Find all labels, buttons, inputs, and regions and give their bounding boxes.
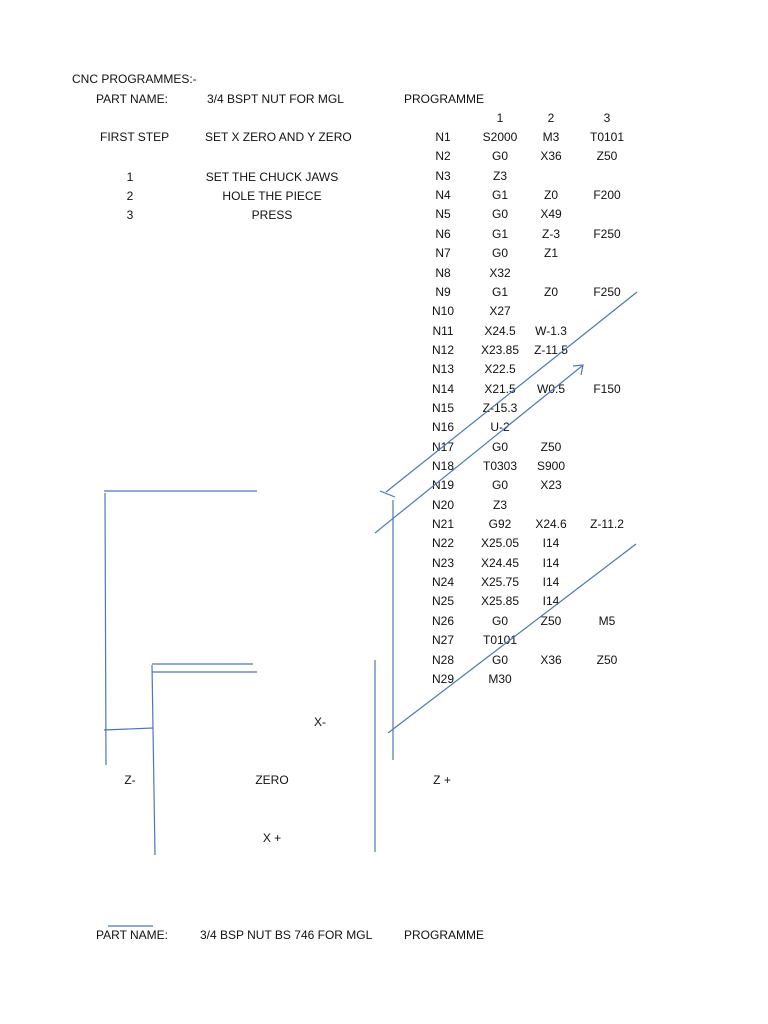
program-cell: X23.85 xyxy=(480,342,520,357)
program-cell: G0 xyxy=(491,207,509,222)
program-cell: Z3 xyxy=(492,168,508,183)
program-cell: Z-11.2 xyxy=(590,517,624,531)
program-cell: X49 xyxy=(540,207,562,222)
block-number: N7 xyxy=(435,246,451,261)
program-cell: F200 xyxy=(593,188,621,203)
program-cell: Z-15.3 xyxy=(482,400,518,415)
programme-label: PROGRAMME xyxy=(404,92,485,106)
program-cell: I14 xyxy=(542,536,560,551)
block-number: N17 xyxy=(431,439,455,454)
footer-part-name-value: 3/4 BSP NUT BS 746 FOR MGL xyxy=(200,928,373,942)
program-cell: F150 xyxy=(593,381,621,396)
block-number: N8 xyxy=(435,265,451,280)
program-cell: X36 xyxy=(540,149,562,164)
step-number: 3 xyxy=(126,208,134,222)
program-cell: Z50 xyxy=(540,439,562,454)
program-cell: T0303 xyxy=(482,459,518,473)
block-number: N23 xyxy=(431,555,455,570)
program-cell: G0 xyxy=(491,439,509,454)
program-cell: Z-3 xyxy=(542,226,560,241)
x-plus-label: X + xyxy=(262,831,282,845)
program-cell: G1 xyxy=(491,226,509,241)
block-number: N11 xyxy=(432,323,454,338)
program-cell: X23 xyxy=(540,478,562,493)
program-cell: X36 xyxy=(540,652,562,667)
block-number: N18 xyxy=(431,459,455,473)
program-cell: X22.5 xyxy=(484,362,516,377)
block-number: N19 xyxy=(431,478,455,493)
program-cell: G0 xyxy=(491,149,509,164)
program-cell: T0101 xyxy=(589,130,625,144)
program-cell: X24.6 xyxy=(535,517,567,531)
column-header: 1 xyxy=(496,111,504,125)
first-step-text: SET X ZERO AND Y ZERO xyxy=(205,130,352,144)
block-number: N27 xyxy=(431,633,455,648)
block-number: N15 xyxy=(431,400,455,415)
program-cell: X25.05 xyxy=(480,536,520,551)
program-cell: I14 xyxy=(542,575,560,589)
program-cell: I14 xyxy=(542,594,560,609)
x-minus-label: X- xyxy=(314,715,326,729)
program-cell: Z3 xyxy=(492,497,508,512)
program-cell: M30 xyxy=(488,671,512,686)
program-cell: X21.5 xyxy=(484,381,516,396)
part-name-value: 3/4 BSPT NUT FOR MGL xyxy=(207,92,344,106)
block-number: N26 xyxy=(431,613,455,628)
program-cell: G1 xyxy=(491,284,509,299)
program-cell: S2000 xyxy=(482,130,518,144)
block-number: N25 xyxy=(431,594,455,609)
program-cell: X32 xyxy=(489,265,511,280)
block-number: N2 xyxy=(435,149,451,164)
footer-part-name-label: PART NAME: xyxy=(96,928,169,942)
block-number: N3 xyxy=(435,168,451,183)
program-cell: G0 xyxy=(491,246,509,261)
program-cell: G0 xyxy=(491,613,509,628)
program-cell: M5 xyxy=(598,613,616,628)
block-number: N10 xyxy=(431,304,455,319)
block-number: N6 xyxy=(435,226,451,241)
step-number: 2 xyxy=(126,189,134,203)
program-cell: Z1 xyxy=(543,246,559,261)
block-number: N12 xyxy=(431,342,455,357)
program-cell: S900 xyxy=(536,459,566,473)
block-number: N21 xyxy=(431,517,455,531)
program-cell: W0.5 xyxy=(536,381,566,396)
block-number: N22 xyxy=(431,536,455,551)
block-number: N9 xyxy=(435,284,451,299)
footer-programme-label: PROGRAMME xyxy=(404,928,485,942)
program-cell: W-1.3 xyxy=(535,323,567,338)
block-number: N1 xyxy=(435,130,451,144)
first-step-label: FIRST STEP xyxy=(100,130,170,144)
program-cell: Z0 xyxy=(543,188,559,203)
part-name-label: PART NAME: xyxy=(96,92,169,106)
program-cell: X24.45 xyxy=(480,555,520,570)
program-cell: Z50 xyxy=(596,652,618,667)
program-cell: X27 xyxy=(489,304,511,319)
step-text: SET THE CHUCK JAWS xyxy=(205,170,339,184)
program-cell: Z-11.5 xyxy=(534,342,568,357)
program-cell: I14 xyxy=(542,555,560,570)
program-cell: X25.85 xyxy=(480,594,520,609)
program-cell: X24.5 xyxy=(484,323,516,338)
column-header: 2 xyxy=(547,111,555,125)
program-cell: Z50 xyxy=(540,613,562,628)
program-cell: U-2 xyxy=(490,420,510,435)
program-cell: Z0 xyxy=(543,284,559,299)
z-plus-label: Z + xyxy=(433,773,451,787)
page-title: CNC PROGRAMMES:- xyxy=(72,72,197,86)
program-cell: X25.75 xyxy=(480,575,520,589)
block-number: N20 xyxy=(431,497,455,512)
program-cell: Z50 xyxy=(596,149,618,164)
program-cell: G0 xyxy=(491,652,509,667)
block-number: N29 xyxy=(431,671,455,686)
block-number: N24 xyxy=(431,575,455,589)
program-cell: G0 xyxy=(491,478,509,493)
step-text: HOLE THE PIECE xyxy=(222,189,322,203)
block-number: N14 xyxy=(431,381,455,396)
block-number: N16 xyxy=(431,420,455,435)
block-number: N13 xyxy=(431,362,455,377)
program-cell: F250 xyxy=(593,226,621,241)
block-number: N5 xyxy=(435,207,451,222)
block-number: N4 xyxy=(435,188,451,203)
step-text: PRESS xyxy=(251,208,293,222)
column-header: 3 xyxy=(603,111,611,125)
zero-label: ZERO xyxy=(255,773,289,787)
program-cell: T0101 xyxy=(482,633,518,648)
program-cell: M3 xyxy=(542,130,560,144)
block-number: N28 xyxy=(431,652,455,667)
step-number: 1 xyxy=(126,170,134,184)
program-cell: G1 xyxy=(491,188,509,203)
program-cell: F250 xyxy=(593,284,621,299)
z-minus-label: Z- xyxy=(124,773,136,787)
program-cell: G92 xyxy=(488,517,512,531)
